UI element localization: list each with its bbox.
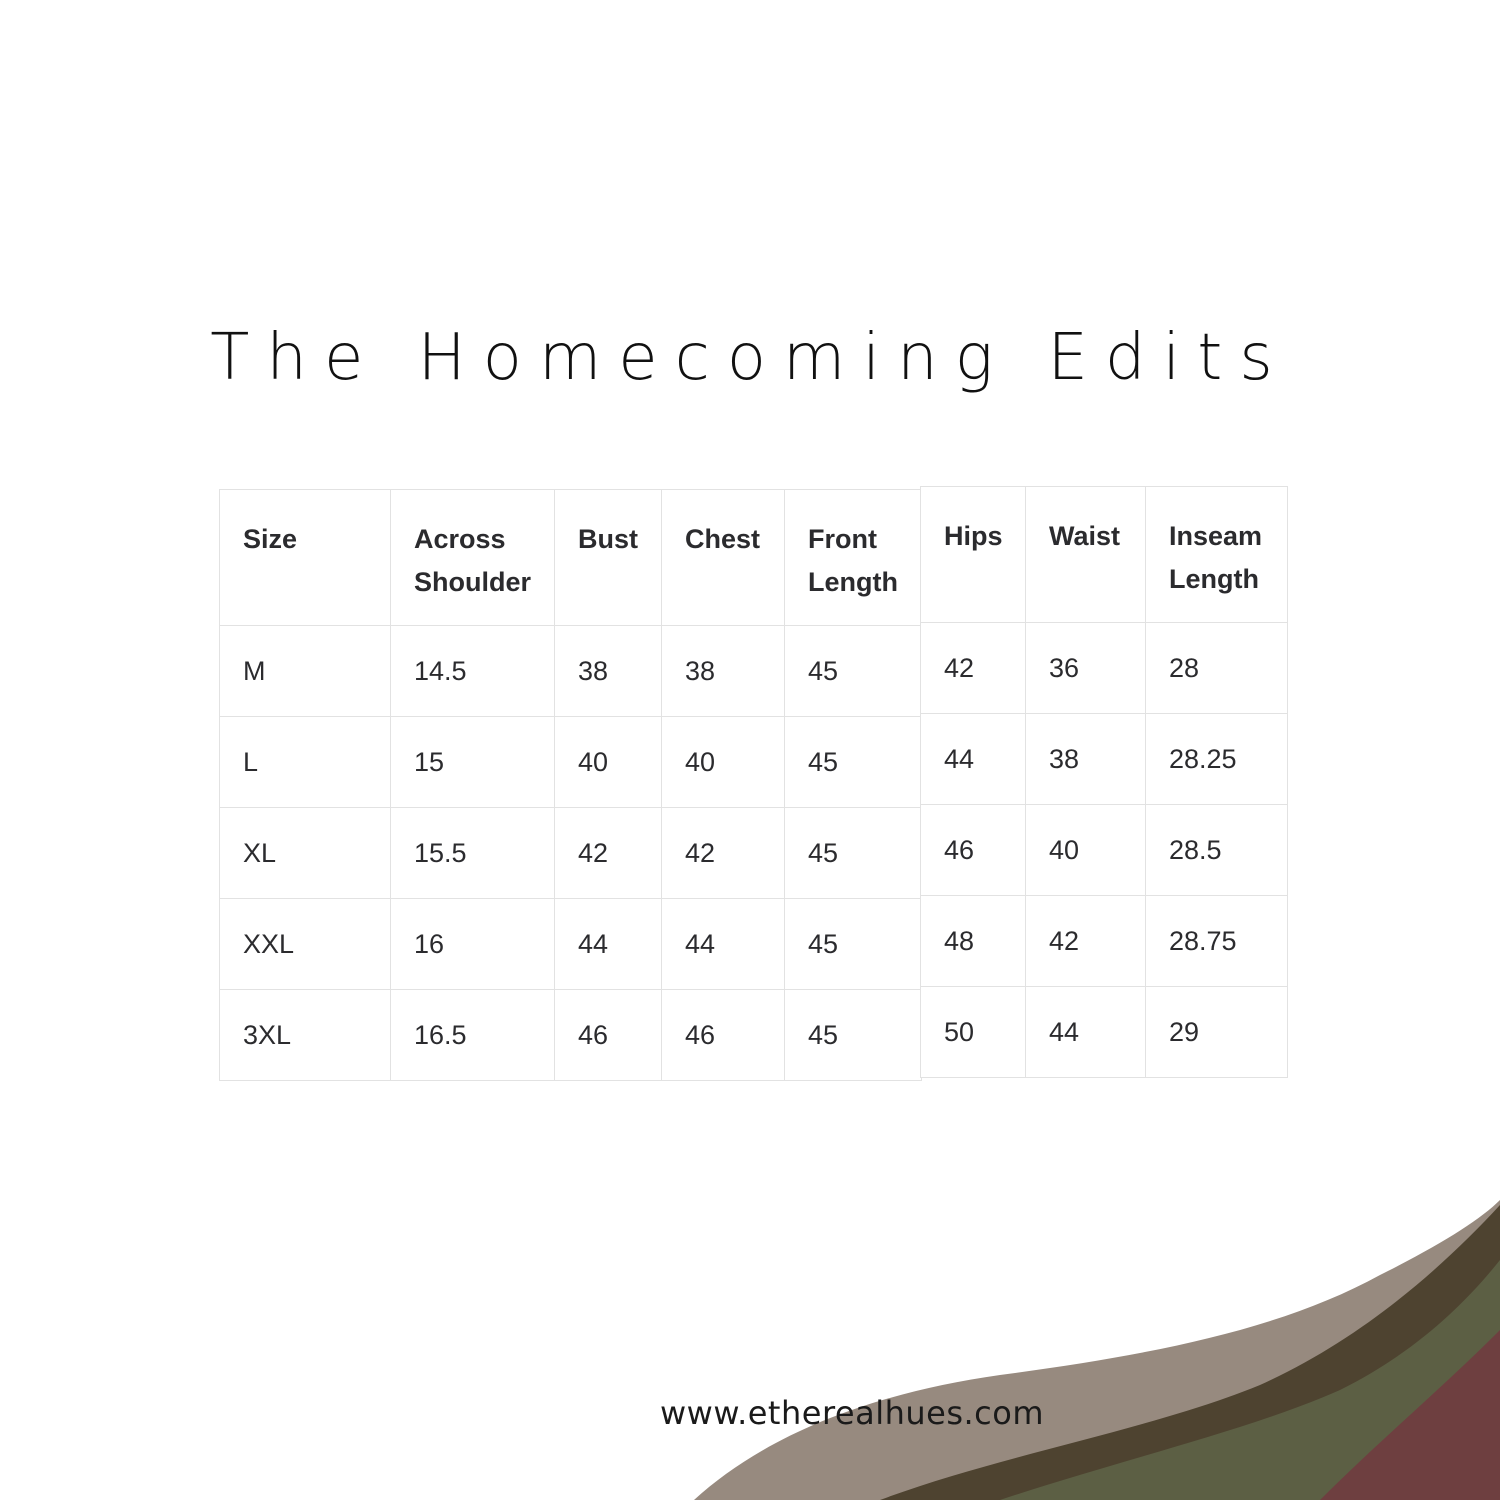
cell-waist: 36	[1026, 623, 1146, 714]
cell-waist: 42	[1026, 896, 1146, 987]
cell-size: XL	[220, 808, 391, 899]
cell-hips: 44	[921, 714, 1026, 805]
cell-front-length: 45	[785, 899, 922, 990]
header-size: Size	[220, 490, 391, 626]
cell-across-shoulder: 15.5	[391, 808, 555, 899]
cell-waist: 38	[1026, 714, 1146, 805]
header-bust: Bust	[555, 490, 662, 626]
cell-across-shoulder: 16.5	[391, 990, 555, 1081]
header-chest: Chest	[662, 490, 785, 626]
cell-bust: 38	[555, 626, 662, 717]
page-title: The Homecoming Edits	[210, 321, 1290, 395]
cell-across-shoulder: 14.5	[391, 626, 555, 717]
cell-chest: 40	[662, 717, 785, 808]
cell-hips: 48	[921, 896, 1026, 987]
cell-hips: 42	[921, 623, 1026, 714]
cell-hips: 46	[921, 805, 1026, 896]
cell-bust: 40	[555, 717, 662, 808]
cell-size: M	[220, 626, 391, 717]
header-waist: Waist	[1026, 487, 1146, 623]
cell-waist: 44	[1026, 987, 1146, 1078]
cell-front-length: 45	[785, 990, 922, 1081]
cell-front-length: 45	[785, 626, 922, 717]
cell-size: 3XL	[220, 990, 391, 1081]
cell-bust: 46	[555, 990, 662, 1081]
cell-size: L	[220, 717, 391, 808]
cell-inseam-length: 28.25	[1146, 714, 1288, 805]
website-url[interactable]: www.etherealhues.com	[659, 1394, 1045, 1432]
cell-bust: 42	[555, 808, 662, 899]
cell-size: XXL	[220, 899, 391, 990]
header-inseam-length: Inseam Length	[1146, 487, 1288, 623]
cell-front-length: 45	[785, 808, 922, 899]
cell-chest: 38	[662, 626, 785, 717]
cell-waist: 40	[1026, 805, 1146, 896]
cell-inseam-length: 28.75	[1146, 896, 1288, 987]
header-hips: Hips	[921, 487, 1026, 623]
cell-across-shoulder: 16	[391, 899, 555, 990]
cell-front-length: 45	[785, 717, 922, 808]
cell-bust: 44	[555, 899, 662, 990]
header-front-length: Front Length	[785, 490, 922, 626]
header-across-shoulder: Across Shoulder	[391, 490, 555, 626]
cell-inseam-length: 28.5	[1146, 805, 1288, 896]
cell-hips: 50	[921, 987, 1026, 1078]
cell-chest: 46	[662, 990, 785, 1081]
cell-inseam-length: 28	[1146, 623, 1288, 714]
cell-across-shoulder: 15	[391, 717, 555, 808]
cell-inseam-length: 29	[1146, 987, 1288, 1078]
cell-chest: 44	[662, 899, 785, 990]
cell-chest: 42	[662, 808, 785, 899]
